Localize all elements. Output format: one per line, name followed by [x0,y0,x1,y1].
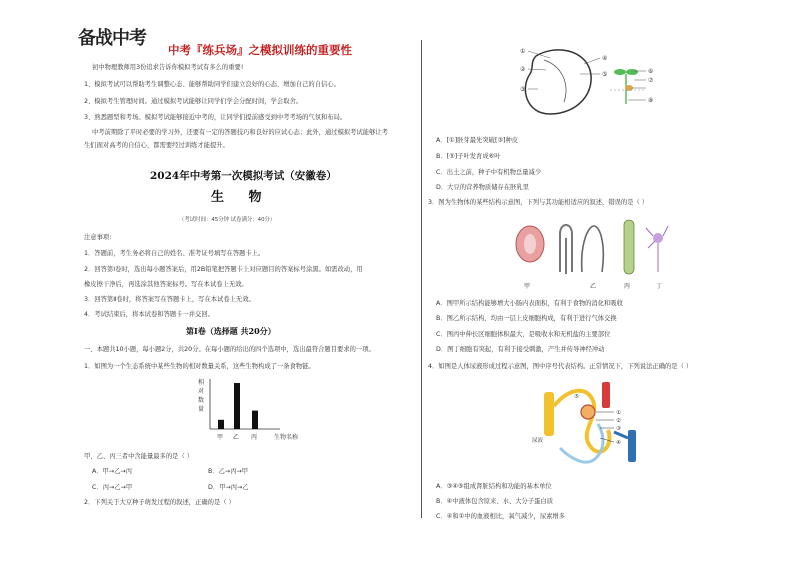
structures-diagram [510,214,670,294]
seed-label: ⑧ [648,97,654,104]
structure-label: 丁 [656,283,663,290]
seed-label: ⑦ [648,77,654,84]
nephron-diagram [530,376,650,474]
q4-stem: 4．如图是人体尿液形成过程示意图，图中序号代表结构。正常情况下，下列说法正确的是（ ） [428,363,693,370]
q2-option-a: A．[①]胚芽最先突破[③]种皮 [436,137,519,144]
seed-outline [525,50,591,114]
q1-option-d: D．甲→丙→乙 [208,484,249,491]
banner-title: 中考『练兵场』之模拟训练的重要性 [168,43,352,57]
q4-option-b: B．④中液体包含原来、水、大分子蛋白质 [436,498,554,505]
notice-item: 2．回答第Ⅰ卷时，选出每小题答案后，用2B铅笔把答题卡上对应题目的答案标号涂黑。如需改动，用 [84,266,363,273]
nephron-label: ④ [616,440,621,446]
structure-label: 甲 [524,283,531,290]
urine-label: 尿液 [532,438,544,444]
q2-option-c: C．出土之前，种子中有机物总量减少 [436,169,542,176]
intro-line: 初中物理教师用3份追求告诉你模拟考试有多么的重要! [92,64,244,71]
q2-option-d: D．大豆的营养物质储存在胚乳里 [436,184,530,191]
seed-label: ① [520,48,526,55]
y-axis-label-char: 数 [198,397,205,404]
column-divider [421,40,422,518]
q1-bar-chart [190,375,320,445]
q3-option-b: B．图乙所示结构，均由一层上皮细胞构成，有利于进行气体交换 [436,315,617,322]
vessel-yellow [544,392,554,436]
logo-text: 备战中考 [78,28,146,49]
seedling-leaf [614,69,626,75]
q2-stem: 2．下列关于大豆种子萌发过程的叙述，正确的是（ ） [84,499,235,506]
y-axis-label-char: 量 [198,406,205,413]
structure-label: 乙 [590,283,597,290]
x-axis-label: 生物名称 [274,434,299,441]
category-label: 甲 [217,434,224,441]
intro-line: 2、模拟考生管理时间。通过模拟考试能够让同学们学会分配时间，学会取舍。 [84,98,303,105]
seed-label: ② [520,66,526,73]
logo [78,24,160,58]
alveoli-structure [560,225,572,274]
intro-line: 中考前期除了平时必要的学习外，还要有一定的答题技巧和良好的应试心态；此外，通过模拟考试能够让考 [92,129,388,136]
q1-question: 甲、乙、丙三者中含能量最多的是（ ） [84,453,194,460]
seed-label: ⑤ [602,71,608,78]
intro-line: 3、熟悉题型和考场。模拟考试能够接近中考的，让同学们提前感受到中考考场的气氛和布局。 [84,114,347,121]
q3-option-c: C．图丙中伸长区细胞体积最大，是吸收水和无机盐的主要部位 [436,331,611,338]
bar-乙 [234,383,240,429]
y-axis-label-char: 相 [198,379,205,386]
nephron-label: ⑤ [574,394,579,400]
seed-label: ③ [520,86,526,93]
q3-option-a: A．图甲所示结构能够增大小肠内表面积，有利于食物的消化和吸收 [436,300,623,307]
notice-item: 3．回答第Ⅱ卷时，将答案写在答题卡上，写在本试卷上无效。 [84,296,255,303]
notice-item: 4．考试结束后，将本试卷和答题卡一并交回。 [84,311,214,318]
q4-option-c: C．④和①中的血液相比，氧气减少，尿素增多 [436,513,566,520]
seed-diagram [508,44,668,124]
q1-option-b: B．乙→丙→甲 [208,468,249,475]
q3-stem: 3．图为生物体的某些结构示意图，下列与其功能相适应的叙述，错误的是（ ） [428,199,649,206]
vessel-red [602,382,610,408]
section-heading: 一、本题共10小题，每小题2分，共20分。在每小题的给出的四个选项中，选出最符合题目要求的一项。 [84,346,375,353]
bar-丙 [252,411,258,429]
nephron-label: ② [616,418,621,424]
bar-甲 [218,420,224,429]
q4-option-a: A．③④⑤组成肾脏结构和功能的基本单位 [436,483,552,490]
category-label: 乙 [233,434,240,441]
structure-label: 丙 [624,283,631,290]
nephron-label: ① [616,410,621,416]
seed-label: ⑥ [648,68,654,75]
notice-heading: 注意事项: [84,234,112,241]
nephron-label: ③ [616,426,621,432]
q1-stem: 1．如图为一个生态系统中某些生物的相对数量关系，这些生物构成了一条食物链。 [84,363,315,370]
exam-subject: 生 物 [211,190,272,205]
exam-info: （考试时间：45分钟 试卷满分：40分） [179,217,276,223]
intro-line: 1、模拟考试可以帮助考生调整心态、能够帮助同学们建立良好的心态、增加自己的自信心。 [84,81,340,88]
exam-title: 2024年中考第一次模拟考试（安徽卷） [150,170,337,182]
notice-item: 1．答题前，考生务必将自己的姓名、准考证号填写在答题卡上。 [84,250,265,257]
category-label: 丙 [251,434,258,441]
seed-label: ④ [602,55,608,62]
vessel-blue [628,430,636,462]
y-axis-label-char: 对 [198,388,205,395]
cotyledon-line [544,60,566,102]
q1-option-a: A．甲→乙→丙 [92,468,133,475]
q2-option-b: B．[⑤]子叶发育成⑥叶 [436,153,501,160]
root-tip [624,220,634,274]
q1-option-c: C．丙→乙→甲 [92,484,133,491]
intro-line: 生们面对高考的自信心，都需要经过训练才能提升。 [84,142,229,149]
part1-title: 第Ⅰ卷（选择题 共20分） [186,326,276,336]
notice-item: 橡皮擦干净后，再选涂其他答案标号。写在本试卷上无效。 [84,281,248,288]
q3-option-d: D．图丁细胞有突起，有利于接受刺激，产生并传导神经冲动 [436,346,605,353]
glomerulus [581,405,595,419]
